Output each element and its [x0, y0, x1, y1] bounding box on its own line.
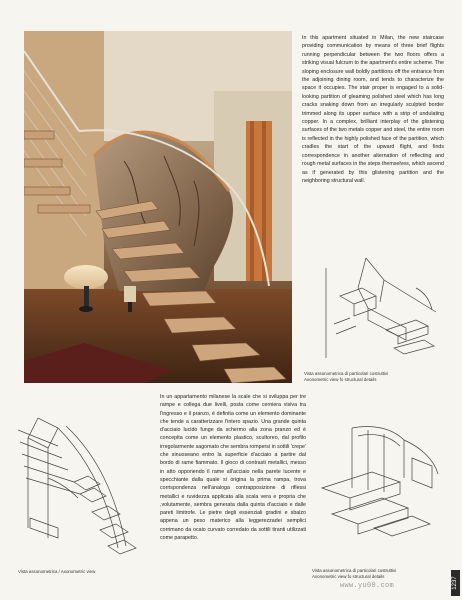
- english-article-text: In this apartment situated in Milan, the new staircase providing communication by means of three brief flights running perpendicular between the two floors offers a striking visual fulcrum to the apartment's entire scheme. The sloping enclosure wall boldly partitions off the entrance from the adjoining dining room, and tends to characterize the space it occupies. The stair proper is engaged to a solid-looking partition of gleaming polished steel which has long cracks snaking down from an irregularly sculpted border trimmed along its upper surface with a strip of undulating copper. In a complex, brilliant interplay of the glistening surfaces of the two metals copper and steel, the entire room is reflected in the highly polished face of the partition, which cradles the start of the upward flight, and finds correspondence in another alternation of reflecting and rough metal surfaces in the steps themselves, which ascend as if generated by this glistening partition and the neighboring structural wall.: [302, 35, 444, 184]
- caption-top-right: [304, 371, 446, 382]
- caption-bottom-right: [312, 568, 446, 579]
- caption-bottom-right-italian: Vista assonometrica di particolari costruttivi: [312, 568, 397, 573]
- caption-bottom-left: Vista assonometrica / Axonometric view: [18, 569, 96, 574]
- staircase-photo: [24, 31, 292, 383]
- caption-top-right-italian: Vista assonometrica di particolari costruttivi: [304, 371, 389, 376]
- italian-article-text: In un appartamento milanese la scale che si sviluppa per tre rampe e collega due livelli, posta come cerniera visiva tra l'ingresso e il pranzo, è definita come un elemento dominante che tende a caratterizzare l'intero spazio. Una grande quinta d'acciaio lucido funge da schermo alla zona pranzo ed è concepita come un elemento plastico, scultoreo, dal profilo irregolarmente sagomato che sembra rompersi in sottili 'crepe' che sinuoseano entro la superficie d'acciaio a partire dal bordo di rame fiammato. Il gioco di contrasti metallici, messo in atto opponendo il rame all'acciaio nella parete lucente e specchiante dalla quale si origina la prima rampa, trova corrispondenza nell'analoga contrapposizione di riflessi metallici e ruvidezza applicata alla scala vera e propria che ,volutamente, sembra generata dalla quinta d'acciaio e dalle pareti limitrofe. Le pietre degli essenziali gradini e sbalzo appena un peso materico alla leggerezzadei semplici corrimano da ocaio curvato corredato da sottili tiranti utilizzati come parapetto.: [160, 394, 306, 542]
- caption-top-right-english: Axonometric view fo structural details: [304, 376, 377, 382]
- axonometric-detail-sketch-top: [306, 248, 446, 366]
- axonometric-view-sketch-left: [18, 418, 156, 564]
- caption-bottom-right-english: Axonometric view fo structural details: [312, 573, 385, 579]
- watermark-url: www.yu00.com: [340, 582, 395, 590]
- page-number: 1237: [452, 576, 458, 590]
- staircase-photo-illustration: [24, 31, 292, 383]
- axonometric-detail-sketch-bottom: [312, 418, 446, 546]
